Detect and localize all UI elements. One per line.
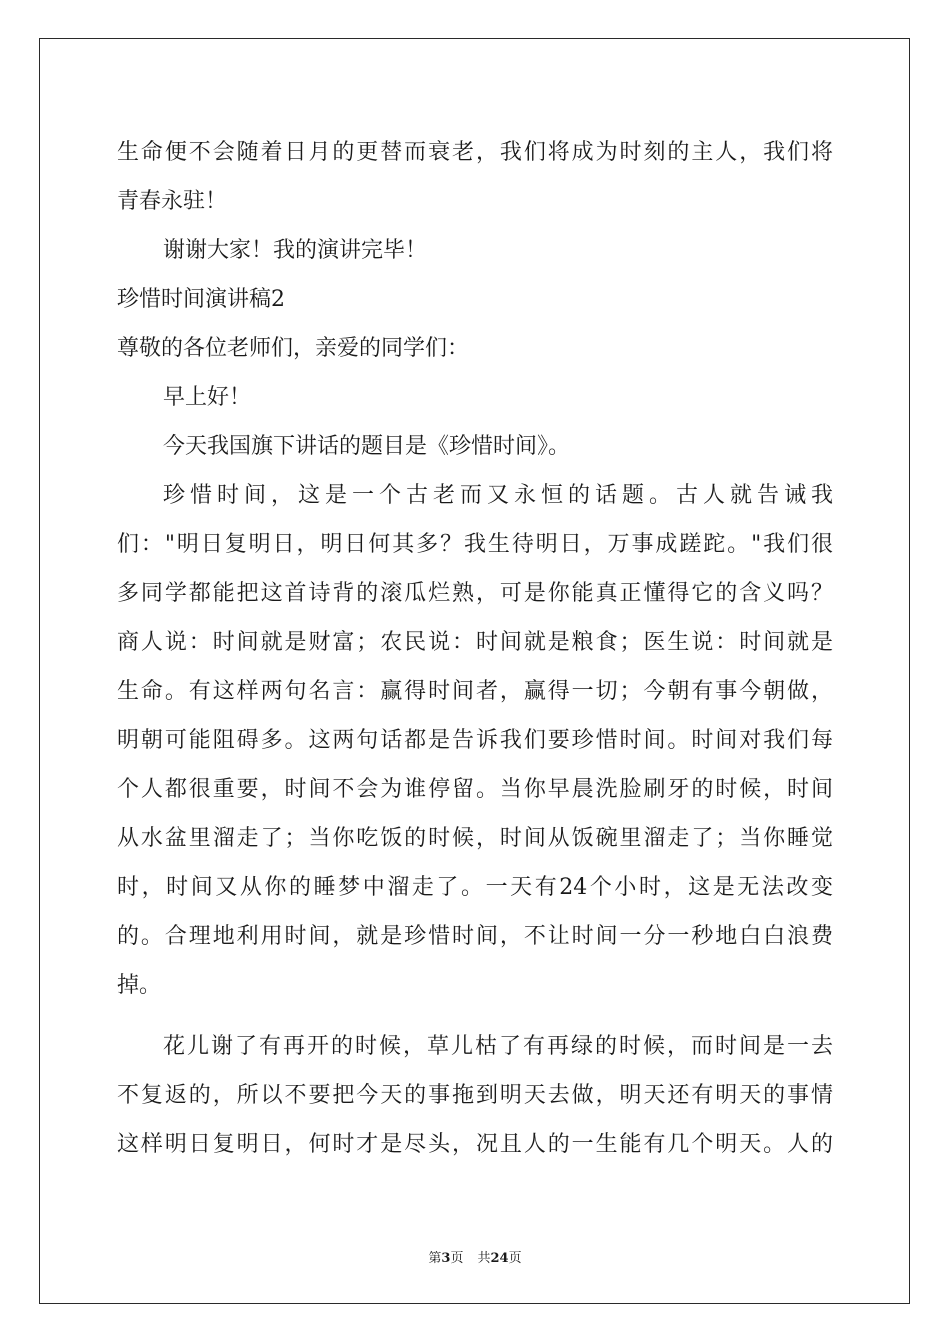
- text-line: 谢谢大家！我的演讲完毕！: [163, 238, 428, 263]
- text-line: 时，时间又从你的睡梦中溜走了。一天有24个小时，这是无法改变: [117, 875, 833, 900]
- section-heading: 珍惜时间演讲稿2: [117, 287, 285, 312]
- total-pages: 24: [490, 1251, 509, 1266]
- text-line: 多同学都能把这首诗背的滚瓜烂熟，可是你能真正懂得它的含义吗？: [117, 581, 833, 606]
- page-prefix: 第: [428, 1251, 442, 1266]
- text-line: 的。合理地利用时间，就是珍惜时间，不让时间一分一秒地白白浪费: [117, 924, 833, 949]
- text-line: 今天我国旗下讲话的题目是《珍惜时间》。: [163, 434, 571, 459]
- text-line: 们："明日复明日，明日何其多？我生待明日，万事成蹉跎。"我们很: [117, 532, 833, 557]
- text-line: 珍惜时间，这是一个古老而又永恒的话题。古人就告诫我: [163, 483, 833, 508]
- page-suffix: 页: [450, 1251, 464, 1266]
- text-line: 个人都很重要，时间不会为谁停留。当你早晨洗脸刷牙的时候，时间: [117, 777, 833, 802]
- text-line: 不复返的，所以不要把今天的事拖到明天去做，明天还有明天的事情: [117, 1083, 833, 1108]
- text-line: 花儿谢了有再开的时候，草儿枯了有再绿的时候，而时间是一去: [163, 1034, 833, 1059]
- text-line: 生命便不会随着日月的更替而衰老，我们将成为时刻的主人，我们将: [117, 140, 833, 165]
- text-line: 这样明日复明日，何时才是尽头，况且人的一生能有几个明天。人的: [117, 1132, 833, 1157]
- text-line: 商人说：时间就是财富；农民说：时间就是粮食；医生说：时间就是: [117, 630, 833, 655]
- text-line: 青春永驻！: [117, 189, 228, 214]
- page-footer: [0, 1247, 950, 1266]
- text-line: 早上好！: [163, 385, 252, 410]
- document-body: [117, 128, 833, 1169]
- salutation: 尊敬的各位老师们，亲爱的同学们：: [117, 336, 470, 361]
- text-line: 明朝可能阻碍多。这两句话都是告诉我们要珍惜时间。时间对我们每: [117, 728, 833, 753]
- text-line: 生命。有这样两句名言：赢得时间者，赢得一切；今朝有事今朝做，: [117, 679, 833, 704]
- total-suffix: 页: [508, 1251, 522, 1266]
- text-line: 从水盆里溜走了；当你吃饭的时候，时间从饭碗里溜走了；当你睡觉: [117, 826, 833, 851]
- page-number: 3: [441, 1251, 451, 1266]
- total-prefix: 共: [477, 1251, 491, 1266]
- text-line: 掉。: [117, 973, 162, 998]
